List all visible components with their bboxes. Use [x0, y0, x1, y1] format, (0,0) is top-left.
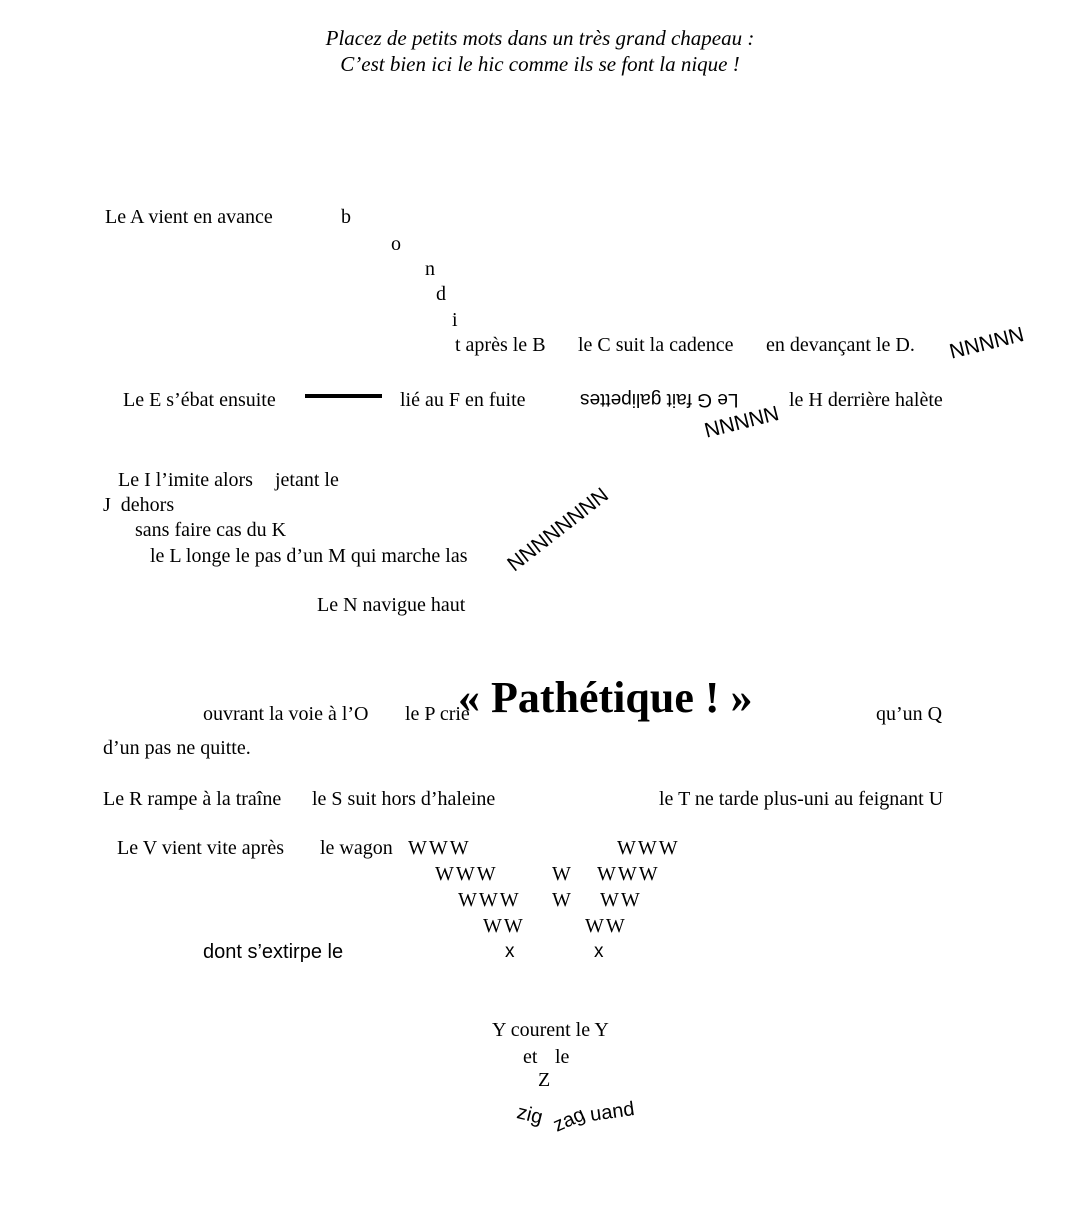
line-n: Le N navigue haut	[317, 594, 466, 616]
epigraph-line-2: C’est bien ici le hic comme ils se font la nique !	[340, 52, 740, 76]
letter-x-2: x	[594, 941, 604, 962]
line-c: le C suit la cadence	[578, 334, 734, 356]
n-flight-1: NNNNN	[947, 322, 1027, 364]
epigraph-line-1: Placez de petits mots dans un très grand chapeau :	[325, 26, 755, 50]
line-et: et	[523, 1046, 538, 1068]
pathetique-exclamation: « Pathétique ! »	[458, 673, 753, 722]
line-q: qu’un Q	[876, 703, 943, 725]
line-r: Le R rampe à la traîne	[103, 788, 282, 810]
w-group: W	[552, 863, 573, 885]
line-d: en devançant le D.	[766, 334, 915, 356]
word-zig: zig	[514, 1101, 545, 1129]
letter-x-1: x	[505, 941, 515, 962]
w-group: W	[552, 889, 573, 911]
letter-i: i	[452, 309, 458, 331]
line-b: t après le B	[455, 334, 546, 356]
word-zag: zag	[549, 1103, 589, 1137]
line-o: ouvrant la voie à l’O	[203, 703, 369, 725]
line-f: lié au F en fuite	[400, 389, 526, 411]
line-x-lead: dont s’extirpe le	[203, 941, 344, 963]
letter-z: Z	[538, 1069, 551, 1091]
n-flight-2: NNNNN	[702, 401, 782, 443]
line-j: J dehors	[103, 494, 175, 516]
line-v: Le V vient vite après	[117, 837, 284, 859]
dash-rule	[305, 394, 382, 398]
w-group: WWW	[458, 889, 521, 911]
line-g-upside-down: Le G fait galipettes	[580, 388, 739, 410]
line-wagon: le wagon	[320, 837, 393, 859]
w-group: WWW	[597, 863, 660, 885]
w-group: WWW	[617, 837, 680, 859]
line-a: Le A vient en avance	[105, 206, 273, 228]
line-le: le	[555, 1046, 570, 1068]
word-uand: uand	[588, 1098, 636, 1126]
letter-n: n	[425, 258, 435, 280]
line-l: le L longe le pas d’un M qui marche las	[150, 545, 468, 567]
line-q-continued: d’un pas ne quitte.	[103, 737, 251, 759]
line-e: Le E s’ébat ensuite	[123, 389, 276, 411]
w-group: WWW	[435, 863, 498, 885]
line-s: le S suit hors d’haleine	[312, 788, 496, 810]
line-i-jetant: jetant le	[275, 469, 339, 491]
line-i: Le I l’imite alors	[118, 469, 253, 491]
line-t: le T ne tarde plus-uni au feignant U	[659, 788, 944, 810]
letter-d: d	[436, 283, 446, 305]
line-k: sans faire cas du K	[135, 519, 287, 541]
line-y: Y courent le Y	[492, 1019, 609, 1041]
letter-o: o	[391, 233, 401, 255]
w-group: WW	[600, 889, 642, 911]
w-group: WW	[585, 915, 627, 937]
w-group: WW	[483, 915, 525, 937]
letter-b: b	[341, 206, 351, 228]
w-group: WWW	[408, 837, 471, 859]
line-p: le P crie	[405, 703, 470, 725]
n-flight-3: NNNNNNNN	[503, 483, 613, 577]
line-h: le H derrière halète	[789, 389, 943, 411]
